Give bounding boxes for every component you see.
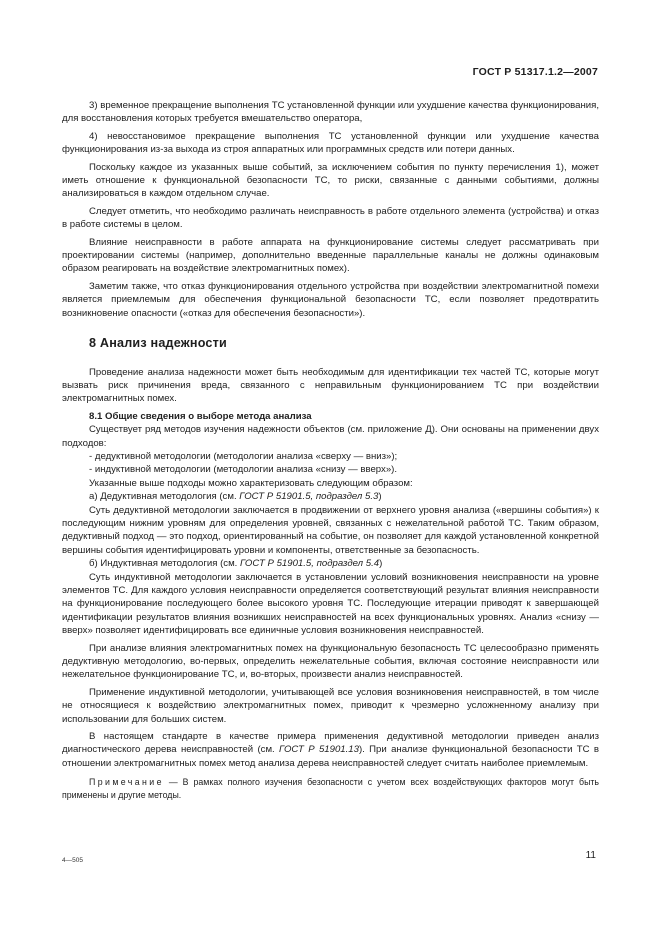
note-paragraph — [62, 776, 599, 801]
deductive-reference: ГОСТ Р 51901.5, подраздел 5.3 — [239, 491, 379, 503]
deductive-prefix: а) Дедуктивная методология (см. — [89, 491, 240, 503]
paragraph-fault-influence: Влияние неисправности в работе аппарата на функционирование системы следует рассматривать при проектировании системы (например, дополнительно введенные параллельные каналы не должны одинаковым образом реагировать на воздействие электромагнитных помех). — [62, 236, 599, 275]
deductive-paragraph: Суть дедуктивной методологии заключается в продвижении от верхнего уровня анализа («вершины события») к последующим нижним уровням для определения уровней, связанных с нежелательной работой ТС. Таким образом, дедуктивный подход — это подход, ориентированный на событие, он позволяет для каждой установленной конкретной вершины события идентифицировать уровни и компоненты, ответственные за безопасность. — [62, 504, 599, 556]
fault-tree-paragraph — [62, 730, 599, 770]
inductive-prefix: б) Индуктивная методология (см. — [89, 558, 241, 570]
inductive-suffix: ) — [379, 558, 383, 570]
paragraph-safe-failure: Заметим также, что отказ функционирования отдельного устройства при воздействии электромагнитной помехи является приемлемым для обеспечения функциональной безопасности ТС, если позволяет предотвратить возникновение опасности («отказ для обеспечения безопасности»). — [62, 280, 599, 319]
emi-analysis-paragraph: При анализе влияния электромагнитных помех на функциональную безопасность ТС целесообразно применять дедуктивную методологию, во-первых, определить нежелательные события, включая состояние неисправности или нежелательное функционирование ТС, и, во-вторых, произвести анализ неисправностей. — [62, 642, 599, 681]
paragraph-item-3: 3) временное прекращение выполнения ТС установленной функции или ухудшение качества функционирования, для восстановления которых требуется вмешательство оператора, — [62, 100, 599, 125]
note-text: — В рамках полного изучения безопасности с учетом всех воздействующих факторов могут быть применены и другие методы. — [62, 777, 599, 800]
fault-tree-prefix: В настоящем стандарте в качестве примера применения дедуктивной методологии приведен анализ диагностического дерева неисправностей (см. — [62, 731, 599, 756]
page-number: 11 — [585, 850, 596, 861]
section-8-intro: Проведение анализа надежности может быть необходимым для идентификации тех частей ТС, которые могут вызвать риск причинения вреда, связанного с неправильным функционированием ТС при воздействии электромагнитных помех. — [62, 366, 599, 405]
inductive-complexity-paragraph: Применение индуктивной методологии, учитывающей все условия возникновения неисправностей, в том числе не относящиеся к воздействию электромагнитных помех, приводит к чрезмерно усложненному анализу при использовании для больших систем. — [62, 686, 599, 725]
deductive-suffix: ) — [378, 491, 382, 503]
fault-tree-suffix: ). При анализе функциональной безопасности ТС в отношении электромагнитных помех метод анализа дерева неисправностей следует считать наиболее приемлемым. — [62, 744, 599, 769]
fault-tree-reference: ГОСТ Р 51901.13 — [279, 744, 359, 756]
note-label: Примечание — [89, 777, 164, 788]
standard-code-header: ГОСТ Р 51317.1.2—2007 — [472, 66, 598, 78]
inductive-paragraph: Суть индуктивной методологии заключается в установлении условий возникновения неисправности на уровне элементов ТС. Для каждого условия неисправности определяется соответствующий результат влияния неисправности на функционирование последующего более высокого уровня ТС. Последующие итерации приводят к завершающей идентификации результатов влияния возникших неисправностей на всех функциональных уровнях. Анализ «снизу — вверх» позволяет идентифицировать все единичные условия возникновения неисправностей. — [62, 571, 599, 637]
inductive-reference: ГОСТ Р 51901.5, подраздел 5.4 — [240, 558, 380, 570]
print-code: 4—505 — [62, 857, 83, 864]
paragraph-risk-analysis: Поскольку каждое из указанных выше событий, за исключением события по пункту перечисления 1), может иметь отношение к функциональной безопасности ТС, то риски, связанные с данными событиями, должны анализироваться в каждом отдельном случае. — [62, 161, 599, 200]
paragraph-fault-vs-failure: Следует отметить, что необходимо различать неисправность в работе отдельного элемента (устройства) и отказ в работе системы в целом. — [62, 205, 599, 231]
methods-paragraph: Существует ряд методов изучения надежности объектов (см. приложение Д). Они основаны на применении двух подходов: — [62, 424, 599, 449]
list-item-deductive: - дедуктивной методологии (методологии анализа «сверху — вниз»); — [89, 450, 398, 462]
approaches-paragraph: Указанные выше подходы можно характеризовать следующим образом: — [89, 477, 413, 489]
document-body — [62, 99, 599, 805]
section-8-heading: 8 Анализ надежности — [89, 336, 227, 351]
list-item-inductive: - индуктивной методологии (методологии анализа «снизу — вверх»). — [89, 464, 398, 476]
inductive-methodology-heading — [62, 557, 599, 570]
paragraph-item-4: 4) невосстановимое прекращение выполнения ТС установленной функции или ухудшение качества функционирования из-за выхода из строя аппаратных или программных средств или потери данных. — [62, 130, 599, 156]
subsection-8-1-heading: 8.1 Общие сведения о выборе метода анализа — [89, 410, 312, 422]
deductive-methodology-heading — [62, 490, 599, 503]
